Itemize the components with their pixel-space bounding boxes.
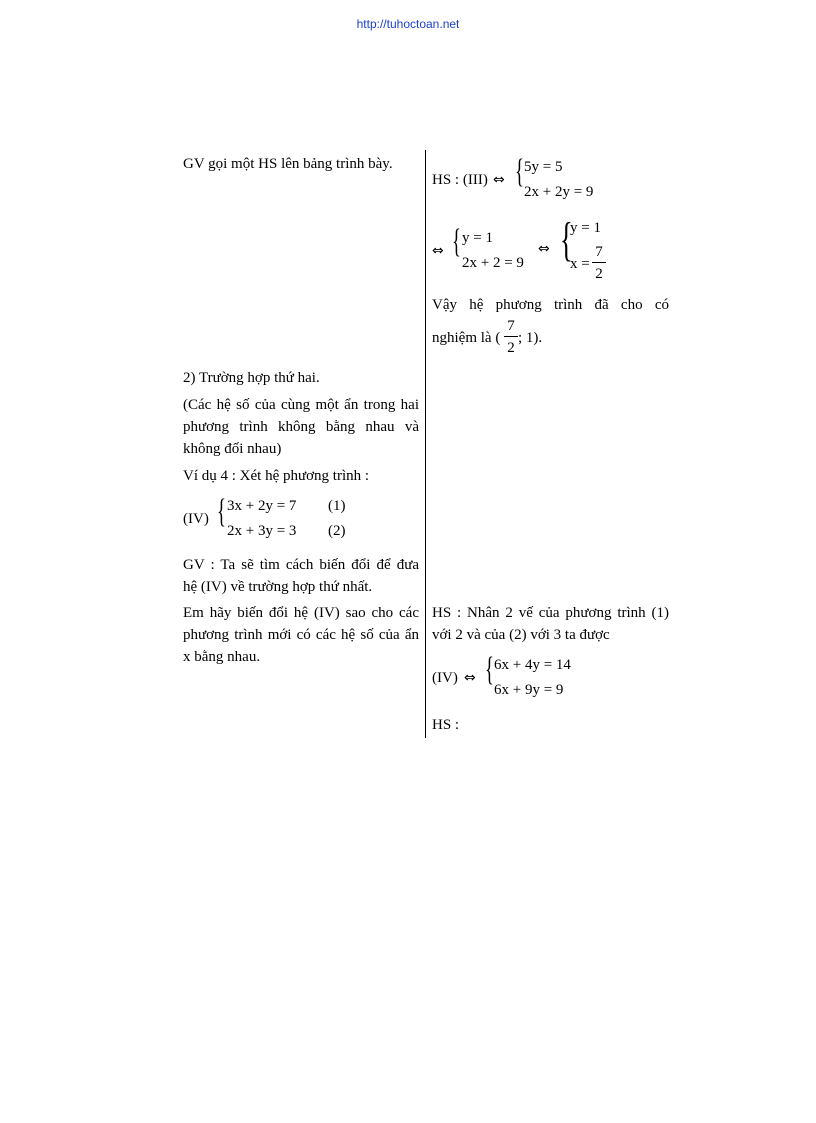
- step2-b-numerator: 7: [595, 244, 603, 260]
- gv-call-text: GV gọi một HS lên bảng trình bày.: [183, 156, 393, 172]
- system-iv-eq2-tag: (2): [328, 523, 346, 539]
- fraction-bar: [504, 336, 518, 337]
- header-url-link[interactable]: http://tuhoctoan.net: [356, 17, 460, 31]
- left-brace-icon: {: [515, 153, 524, 190]
- step2-b-denominator: 2: [595, 266, 603, 282]
- hs-iii-eq2: 2x + 2y = 9: [524, 184, 594, 200]
- fraction-bar: [592, 262, 606, 263]
- hs-final-label: HS :: [432, 717, 460, 733]
- case2-description: [183, 394, 419, 460]
- system-iv2-eq1: 6x + 4y = 14: [494, 657, 571, 673]
- example4-title: Ví dụ 4 : Xét hệ phương trình :: [183, 468, 370, 484]
- equivalence-arrow-icon: ⇔: [464, 670, 476, 686]
- conclusion-pre: nghiệm là (: [432, 330, 501, 346]
- conclusion-line1-wrap: [432, 294, 669, 316]
- gv-transform-line2: hệ (IV) về trường hợp thứ nhất.: [183, 579, 373, 595]
- step2-a-eq1: y = 1: [462, 230, 493, 246]
- conclusion-post: ; 1).: [518, 330, 543, 346]
- left-brace-icon: {: [485, 651, 494, 688]
- conclusion-denominator: 2: [507, 340, 515, 356]
- task-line2: phương trình mới có các hệ số của ẩn: [183, 627, 419, 643]
- column-divider: [425, 150, 426, 738]
- system-iv2-label: (IV): [432, 670, 458, 686]
- system-iv-eq2: 2x + 3y = 3: [227, 523, 297, 539]
- hs-multiply-line1: HS : Nhân 2 vế của phương trình (1): [432, 605, 669, 621]
- system-iv-eq1-tag: (1): [328, 498, 346, 514]
- equivalence-arrow-icon: ⇔: [538, 241, 550, 257]
- hs-iii-eq1: 5y = 5: [524, 159, 563, 175]
- task-text: [183, 602, 419, 668]
- system-iv-eq1: 3x + 2y = 7: [227, 498, 297, 514]
- task-line1: Em hãy biến đổi hệ (IV) sao cho các: [183, 605, 419, 621]
- system-iv-label: (IV): [183, 511, 209, 527]
- left-brace-icon: {: [560, 213, 573, 266]
- step2-a-eq2: 2x + 2 = 9: [462, 255, 524, 271]
- equivalence-arrow-icon: ⇔: [432, 243, 444, 259]
- hs-multiply-text: [432, 602, 669, 646]
- conclusion-numerator: 7: [507, 318, 515, 334]
- left-brace-icon: {: [452, 223, 461, 260]
- conclusion-line1: Vậy hệ phương trình đã cho có: [432, 297, 669, 313]
- task-line3: x bằng nhau.: [183, 649, 261, 665]
- left-brace-icon: {: [217, 493, 226, 530]
- step2-b-x-label: x =: [570, 256, 590, 272]
- case2-title: 2) Trường hợp thứ hai.: [183, 370, 320, 386]
- hs-multiply-line2: với 2 và của (2) với 3 ta được: [432, 627, 610, 643]
- gv-transform-text: [183, 554, 419, 598]
- case2-desc-line3: không đối nhau): [183, 441, 282, 457]
- equivalence-arrow-icon: ⇔: [493, 172, 505, 188]
- case2-desc-line1: (Các hệ số của cùng một ẩn trong hai: [183, 397, 419, 413]
- hs-iii-label: HS : (III): [432, 172, 488, 188]
- system-iv2-eq2: 6x + 9y = 9: [494, 682, 564, 698]
- step2-b-eq1: y = 1: [570, 220, 601, 236]
- gv-transform-line1: GV : Ta sẽ tìm cách biến đổi để đưa: [183, 557, 419, 573]
- case2-desc-line2: phương trình không bằng nhau và: [183, 419, 419, 435]
